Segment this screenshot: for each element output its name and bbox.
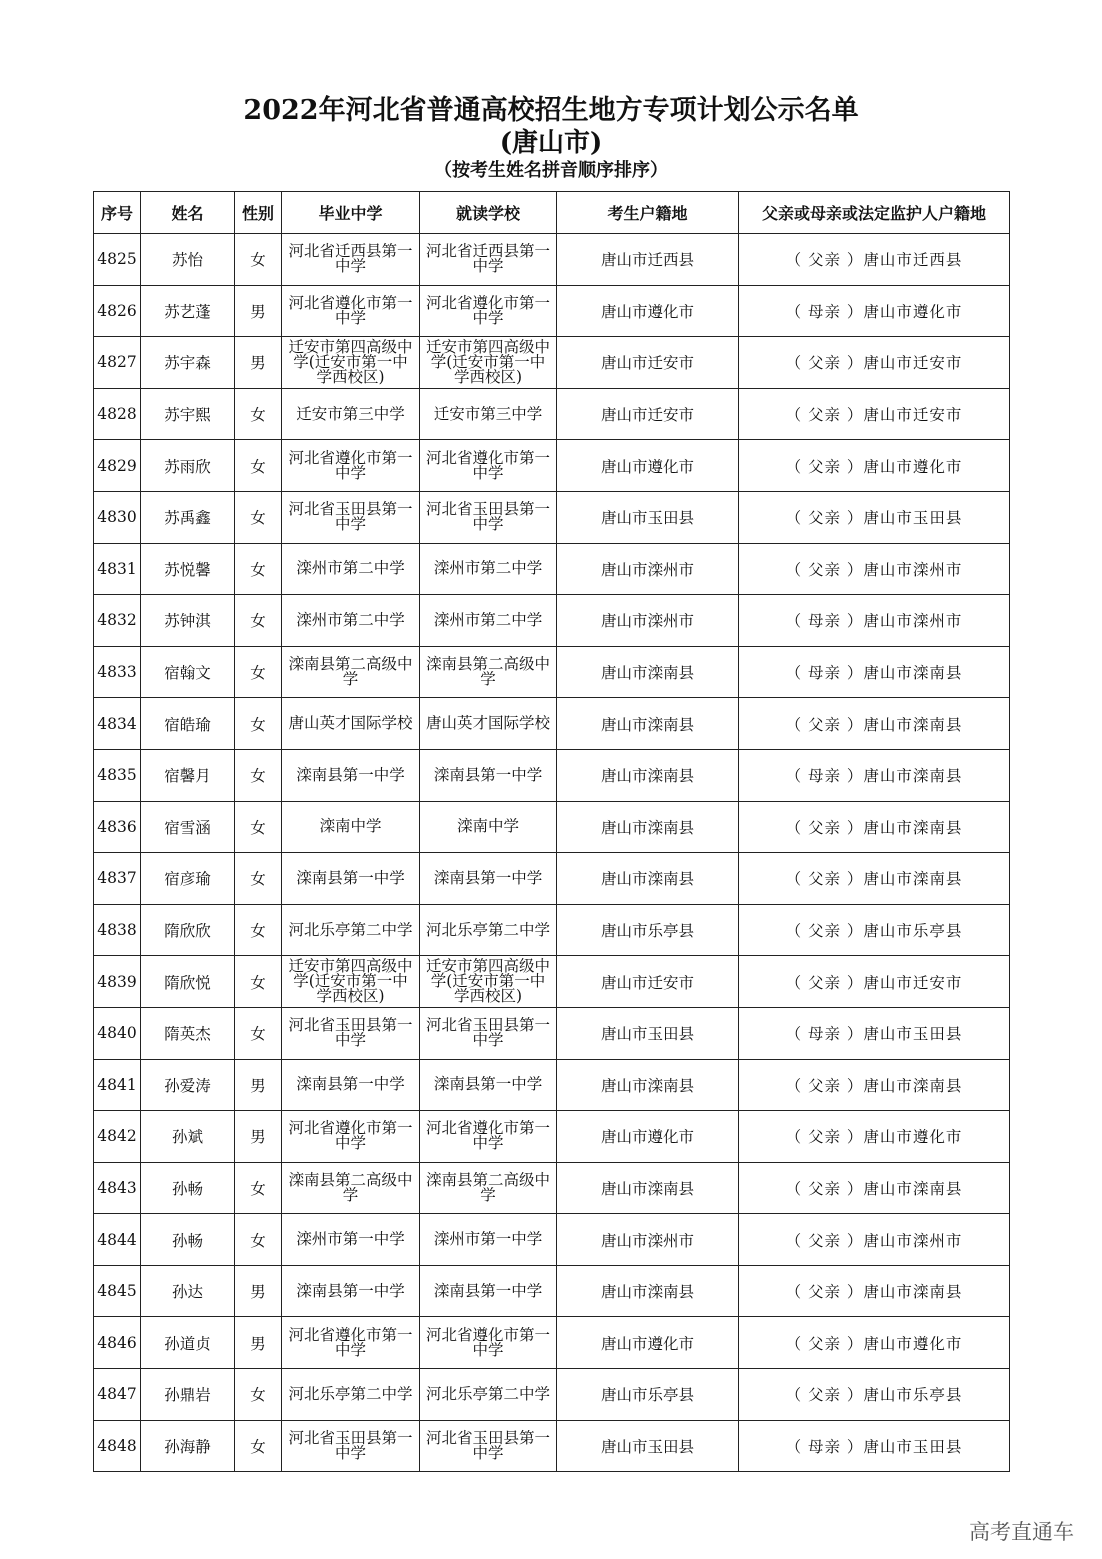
cell-grad-school: 滦州市第二中学	[282, 543, 420, 595]
cell-sex: 女	[235, 1214, 282, 1266]
table-row	[94, 1317, 1010, 1369]
cell-name: 苏怡	[141, 234, 235, 286]
cell-grad-school: 滦南中学	[282, 801, 420, 853]
cell-id: 4843	[94, 1162, 141, 1214]
cell-name: 宿馨月	[141, 749, 235, 801]
cell-id: 4848	[94, 1420, 141, 1472]
header-hukou: 考生户籍地	[557, 192, 739, 234]
table-row	[94, 801, 1010, 853]
cell-grad-school: 河北省遵化市第一中学	[282, 440, 420, 492]
table-row	[94, 1369, 1010, 1421]
cell-sex: 男	[235, 1317, 282, 1369]
page-title: 2022年河北省普通高校招生地方专项计划公示名单	[243, 95, 859, 126]
table-row	[94, 234, 1010, 286]
cell-id: 4839	[94, 956, 141, 1008]
cell-hukou: 唐山市滦州市	[557, 595, 739, 647]
table-row	[94, 749, 1010, 801]
cell-current-school: 迁安市第四高级中学(迁安市第一中学西校区)	[420, 337, 557, 389]
cell-id: 4833	[94, 646, 141, 698]
cell-hukou: 唐山市迁安市	[557, 956, 739, 1008]
cell-sex: 女	[235, 543, 282, 595]
cell-sex: 男	[235, 285, 282, 337]
table-row	[94, 956, 1010, 1008]
cell-parent-hukou: （ 父亲 ）唐山市遵化市	[739, 440, 1010, 492]
cell-sex: 女	[235, 1420, 282, 1472]
table-row	[94, 1265, 1010, 1317]
watermark: 高考直通车	[969, 1520, 1074, 1544]
cell-id: 4835	[94, 749, 141, 801]
cell-name: 孙畅	[141, 1162, 235, 1214]
cell-grad-school: 河北省玉田县第一中学	[282, 1420, 420, 1472]
cell-sex: 女	[235, 853, 282, 905]
cell-current-school: 迁安市第四高级中学(迁安市第一中学西校区)	[420, 956, 557, 1008]
table-row	[94, 543, 1010, 595]
cell-sex: 女	[235, 904, 282, 956]
cell-hukou: 唐山市遵化市	[557, 285, 739, 337]
cell-parent-hukou: （ 母亲 ）唐山市玉田县	[739, 1007, 1010, 1059]
cell-name: 苏宇熙	[141, 388, 235, 440]
cell-grad-school: 滦南县第一中学	[282, 1059, 420, 1111]
cell-hukou: 唐山市滦南县	[557, 698, 739, 750]
cell-id: 4831	[94, 543, 141, 595]
cell-current-school: 滦南县第一中学	[420, 1265, 557, 1317]
cell-hukou: 唐山市迁安市	[557, 337, 739, 389]
cell-grad-school: 滦南县第二高级中学	[282, 1162, 420, 1214]
cell-grad-school: 河北省迁西县第一中学	[282, 234, 420, 286]
header-id: 序号	[94, 192, 141, 234]
cell-current-school: 滦南县第二高级中学	[420, 1162, 557, 1214]
cell-grad-school: 河北省玉田县第一中学	[282, 1007, 420, 1059]
cell-hukou: 唐山市滦州市	[557, 1214, 739, 1266]
cell-hukou: 唐山市遵化市	[557, 1317, 739, 1369]
cell-parent-hukou: （ 母亲 ）唐山市滦南县	[739, 749, 1010, 801]
cell-hukou: 唐山市滦南县	[557, 801, 739, 853]
cell-parent-hukou: （ 父亲 ）唐山市滦南县	[739, 1059, 1010, 1111]
cell-name: 苏雨欣	[141, 440, 235, 492]
header-grad-school: 毕业中学	[282, 192, 420, 234]
cell-sex: 男	[235, 1265, 282, 1317]
cell-name: 宿翰文	[141, 646, 235, 698]
cell-id: 4840	[94, 1007, 141, 1059]
table-row	[94, 337, 1010, 389]
cell-name: 苏禹鑫	[141, 491, 235, 543]
cell-grad-school: 滦南县第二高级中学	[282, 646, 420, 698]
table-row	[94, 1162, 1010, 1214]
table-row	[94, 853, 1010, 905]
cell-id: 4847	[94, 1369, 141, 1421]
cell-hukou: 唐山市乐亭县	[557, 1369, 739, 1421]
cell-hukou: 唐山市玉田县	[557, 1420, 739, 1472]
cell-current-school: 河北省遵化市第一中学	[420, 440, 557, 492]
cell-id: 4832	[94, 595, 141, 647]
cell-sex: 女	[235, 646, 282, 698]
cell-name: 孙道贞	[141, 1317, 235, 1369]
cell-sex: 男	[235, 337, 282, 389]
cell-parent-hukou: （ 母亲 ）唐山市滦州市	[739, 595, 1010, 647]
cell-grad-school: 迁安市第四高级中学(迁安市第一中学西校区)	[282, 337, 420, 389]
cell-name: 宿雪涵	[141, 801, 235, 853]
cell-grad-school: 迁安市第四高级中学(迁安市第一中学西校区)	[282, 956, 420, 1008]
header-sex: 性别	[235, 192, 282, 234]
cell-name: 宿彦瑜	[141, 853, 235, 905]
table-row	[94, 1059, 1010, 1111]
cell-current-school: 河北乐亭第二中学	[420, 904, 557, 956]
cell-name: 孙爱涛	[141, 1059, 235, 1111]
cell-sex: 女	[235, 956, 282, 1008]
cell-sex: 女	[235, 595, 282, 647]
cell-name: 孙达	[141, 1265, 235, 1317]
cell-sex: 女	[235, 1369, 282, 1421]
cell-id: 4836	[94, 801, 141, 853]
cell-name: 苏艺蓬	[141, 285, 235, 337]
cell-parent-hukou: （ 父亲 ）唐山市滦州市	[739, 1214, 1010, 1266]
cell-grad-school: 滦南县第一中学	[282, 749, 420, 801]
cell-current-school: 滦南县第一中学	[420, 853, 557, 905]
cell-current-school: 河北省玉田县第一中学	[420, 1007, 557, 1059]
cell-current-school: 滦南县第二高级中学	[420, 646, 557, 698]
cell-parent-hukou: （ 父亲 ）唐山市迁安市	[739, 388, 1010, 440]
cell-sex: 女	[235, 1007, 282, 1059]
cell-id: 4828	[94, 388, 141, 440]
cell-sex: 男	[235, 1059, 282, 1111]
cell-current-school: 滦南县第一中学	[420, 1059, 557, 1111]
cell-id: 4834	[94, 698, 141, 750]
table-header-row	[94, 192, 1010, 234]
cell-parent-hukou: （ 母亲 ）唐山市遵化市	[739, 285, 1010, 337]
header-name: 姓名	[141, 192, 235, 234]
cell-sex: 女	[235, 440, 282, 492]
cell-grad-school: 河北乐亭第二中学	[282, 1369, 420, 1421]
cell-grad-school: 河北省遵化市第一中学	[282, 285, 420, 337]
cell-sex: 女	[235, 1162, 282, 1214]
cell-current-school: 河北省遵化市第一中学	[420, 1111, 557, 1163]
admission-list-table	[93, 191, 1010, 1472]
cell-parent-hukou: （ 父亲 ）唐山市滦南县	[739, 853, 1010, 905]
cell-id: 4837	[94, 853, 141, 905]
table-row	[94, 1007, 1010, 1059]
cell-parent-hukou: （ 母亲 ）唐山市滦南县	[739, 646, 1010, 698]
cell-grad-school: 迁安市第三中学	[282, 388, 420, 440]
header-current-school: 就读学校	[420, 192, 557, 234]
table-row	[94, 388, 1010, 440]
cell-id: 4830	[94, 491, 141, 543]
cell-hukou: 唐山市滦南县	[557, 1059, 739, 1111]
cell-grad-school: 河北省遵化市第一中学	[282, 1111, 420, 1163]
page-subtitle: (唐山市)	[499, 128, 603, 158]
cell-id: 4838	[94, 904, 141, 956]
cell-current-school: 迁安市第三中学	[420, 388, 557, 440]
table-row	[94, 491, 1010, 543]
cell-id: 4829	[94, 440, 141, 492]
cell-grad-school: 滦南县第一中学	[282, 853, 420, 905]
cell-current-school: 河北省遵化市第一中学	[420, 1317, 557, 1369]
sort-note: （按考生姓名拼音顺序排序）	[434, 160, 668, 181]
cell-current-school: 滦南中学	[420, 801, 557, 853]
cell-id: 4841	[94, 1059, 141, 1111]
cell-hukou: 唐山市迁安市	[557, 388, 739, 440]
table-row	[94, 1111, 1010, 1163]
cell-parent-hukou: （ 父亲 ）唐山市乐亭县	[739, 904, 1010, 956]
cell-parent-hukou: （ 父亲 ）唐山市迁安市	[739, 337, 1010, 389]
cell-hukou: 唐山市滦南县	[557, 1265, 739, 1317]
cell-grad-school: 河北省遵化市第一中学	[282, 1317, 420, 1369]
cell-parent-hukou: （ 父亲 ）唐山市滦南县	[739, 1162, 1010, 1214]
cell-hukou: 唐山市遵化市	[557, 440, 739, 492]
cell-name: 隋欣悦	[141, 956, 235, 1008]
table-row	[94, 698, 1010, 750]
cell-parent-hukou: （ 父亲 ）唐山市玉田县	[739, 491, 1010, 543]
cell-hukou: 唐山市滦州市	[557, 543, 739, 595]
cell-parent-hukou: （ 父亲 ）唐山市滦南县	[739, 801, 1010, 853]
cell-grad-school: 滦州市第一中学	[282, 1214, 420, 1266]
cell-current-school: 河北省遵化市第一中学	[420, 285, 557, 337]
cell-current-school: 滦州市第二中学	[420, 595, 557, 647]
cell-grad-school: 滦南县第一中学	[282, 1265, 420, 1317]
cell-hukou: 唐山市滦南县	[557, 1162, 739, 1214]
cell-hukou: 唐山市遵化市	[557, 1111, 739, 1163]
cell-current-school: 滦州市第一中学	[420, 1214, 557, 1266]
table-row	[94, 440, 1010, 492]
cell-parent-hukou: （ 父亲 ）唐山市遵化市	[739, 1317, 1010, 1369]
cell-sex: 男	[235, 1111, 282, 1163]
cell-hukou: 唐山市滦南县	[557, 749, 739, 801]
cell-sex: 女	[235, 749, 282, 801]
cell-current-school: 滦州市第二中学	[420, 543, 557, 595]
cell-name: 苏宇森	[141, 337, 235, 389]
cell-hukou: 唐山市滦南县	[557, 853, 739, 905]
cell-sex: 女	[235, 234, 282, 286]
cell-parent-hukou: （ 父亲 ）唐山市迁西县	[739, 234, 1010, 286]
cell-name: 苏钟淇	[141, 595, 235, 647]
cell-name: 孙斌	[141, 1111, 235, 1163]
cell-grad-school: 河北省玉田县第一中学	[282, 491, 420, 543]
cell-id: 4826	[94, 285, 141, 337]
cell-parent-hukou: （ 父亲 ）唐山市遵化市	[739, 1111, 1010, 1163]
cell-id: 4825	[94, 234, 141, 286]
cell-hukou: 唐山市玉田县	[557, 491, 739, 543]
cell-id: 4827	[94, 337, 141, 389]
cell-hukou: 唐山市乐亭县	[557, 904, 739, 956]
cell-name: 隋欣欣	[141, 904, 235, 956]
cell-sex: 女	[235, 801, 282, 853]
cell-sex: 女	[235, 698, 282, 750]
cell-id: 4845	[94, 1265, 141, 1317]
cell-name: 孙畅	[141, 1214, 235, 1266]
table-row	[94, 904, 1010, 956]
cell-hukou: 唐山市滦南县	[557, 646, 739, 698]
cell-current-school: 河北省迁西县第一中学	[420, 234, 557, 286]
cell-parent-hukou: （ 父亲 ）唐山市迁安市	[739, 956, 1010, 1008]
cell-name: 孙海静	[141, 1420, 235, 1472]
cell-name: 孙鼎岩	[141, 1369, 235, 1421]
cell-grad-school: 河北乐亭第二中学	[282, 904, 420, 956]
table-row	[94, 285, 1010, 337]
cell-name: 隋英杰	[141, 1007, 235, 1059]
header-parent-hukou: 父亲或母亲或法定监护人户籍地	[739, 192, 1010, 234]
cell-name: 宿皓瑜	[141, 698, 235, 750]
cell-parent-hukou: （ 父亲 ）唐山市滦南县	[739, 698, 1010, 750]
cell-grad-school: 唐山英才国际学校	[282, 698, 420, 750]
cell-parent-hukou: （ 父亲 ）唐山市滦州市	[739, 543, 1010, 595]
cell-current-school: 滦南县第一中学	[420, 749, 557, 801]
cell-sex: 女	[235, 491, 282, 543]
table-row	[94, 646, 1010, 698]
cell-parent-hukou: （ 母亲 ）唐山市玉田县	[739, 1420, 1010, 1472]
table-row	[94, 1214, 1010, 1266]
cell-name: 苏悦馨	[141, 543, 235, 595]
cell-current-school: 河北省玉田县第一中学	[420, 1420, 557, 1472]
table-row	[94, 1420, 1010, 1472]
cell-hukou: 唐山市迁西县	[557, 234, 739, 286]
table-row	[94, 595, 1010, 647]
cell-id: 4842	[94, 1111, 141, 1163]
cell-current-school: 河北省玉田县第一中学	[420, 491, 557, 543]
cell-sex: 女	[235, 388, 282, 440]
cell-id: 4844	[94, 1214, 141, 1266]
cell-grad-school: 滦州市第二中学	[282, 595, 420, 647]
cell-hukou: 唐山市玉田县	[557, 1007, 739, 1059]
cell-parent-hukou: （ 父亲 ）唐山市滦南县	[739, 1265, 1010, 1317]
cell-current-school: 唐山英才国际学校	[420, 698, 557, 750]
cell-parent-hukou: （ 父亲 ）唐山市乐亭县	[739, 1369, 1010, 1421]
cell-current-school: 河北乐亭第二中学	[420, 1369, 557, 1421]
cell-id: 4846	[94, 1317, 141, 1369]
